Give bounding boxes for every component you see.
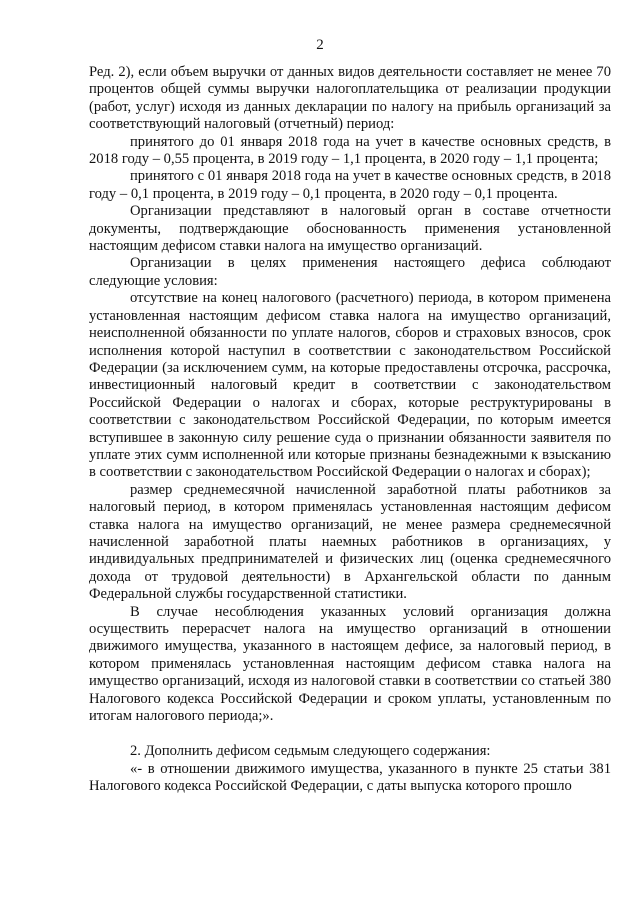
paragraph-recalculation: В случае несоблюдения указанных условий организация должна осуществить перерасчет налога на имущество организаций в отношении движимого имущества, указанного в настоящем дефисе, за налоговый период, в котором применялась установленная настоящим дефисом ставка налога на имущество организаций, исходя из налоговой ставки в соответствии со статьей 380 Налогового кодекса Российской Федерации и сроком уплаты, установленным по итогам налогового периода;». bbox=[89, 603, 611, 725]
paragraph-condition-no-debt: отсутствие на конец налогового (расчетного) периода, в котором применена установленная настоящим дефисом ставка налога на имущество организаций, неисполненной обязанности по уплате налогов, сборов и страховых взносов, срок исполнения которой наступил в соответствии с законодательством Российской Федерации (за исключением сумм, на которые предоставлены отсрочка, рассрочка, инвестиционный налоговый кредит в соответствии с законодательством Российской Федерации о налогах и сборах, которые реструктурированы в соответствии с законодательством Российской Федерации, по которым имеется вступившее в законную силу решение суда о признании обязанности заявителя по уплате этих сумм исполненной или которые признаны безнадежными к взысканию в соответствии с законодательством Российской Федерации о налогах и сборах); bbox=[89, 290, 611, 481]
paragraph-rate-before-2018: принятого до 01 января 2018 года на учет в качестве основных средств, в 2018 году – 0,55 процента, в 2019 году – 1,1 процента, в 2020 году – 1,1 процента; bbox=[89, 133, 611, 168]
document-body bbox=[89, 64, 611, 796]
paragraph-continuation: Ред. 2), если объем выручки от данных видов деятельности составляет не менее 70 процентов общей суммы выручки налогоплательщика от реализации продукции (работ, услуг) исходя из данных декларации по налогу на прибыль организаций за соответствующий налоговый (отчетный) период: bbox=[89, 64, 611, 133]
paragraph-new-dash-seven: «- в отношении движимого имущества, указанного в пункте 25 статьи 381 Налогового кодекса Российской Федерации, с даты выпуска которого прошло bbox=[89, 760, 611, 795]
paragraph-amendment-2: 2. Дополнить дефисом седьмым следующего содержания: bbox=[130, 743, 491, 760]
paragraph-reporting-documents: Организации представляют в налоговый орган в составе отчетности документы, подтверждающие обоснованность применения установленной настоящим дефисом ставки налога на имущество организаций. bbox=[89, 203, 611, 255]
page-number: 2 bbox=[316, 37, 324, 53]
paragraph-rate-after-2018: принятого с 01 января 2018 года на учет в качестве основных средств, в 2018 году – 0,1 процента, в 2019 году – 0,1 процента, в 2020 году – 0,1 процента. bbox=[89, 168, 611, 202]
paragraph-condition-salary: размер среднемесячной начисленной заработной платы работников за налоговый период, в котором применялась установленная настоящим дефисом ставка налога на имущество организаций, не менее размера среднемесячной начисленной заработной платы наемных работников в организациях, у индивидуальных предпринимателей и физических лиц (оценка среднемесячного дохода от трудовой деятельности) в Архангельской области по данным Федеральной службы государственной статистики. bbox=[89, 481, 611, 603]
paragraph-conditions-intro: Организации в целях применения настоящего дефиса соблюдают следующие условия: bbox=[89, 255, 611, 289]
